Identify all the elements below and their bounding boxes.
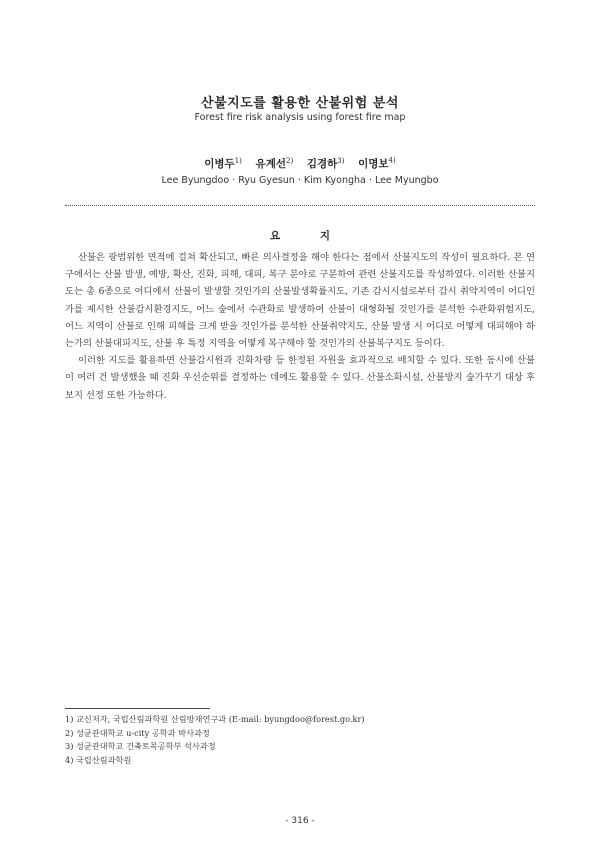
title-english: Forest fire risk analysis using forest fire map (194, 112, 406, 123)
footnotes (65, 713, 535, 767)
author-footnote-mark: 4) (388, 156, 396, 165)
footnote: 3) 성균관대학교 건축토목공학부 석사과정 (65, 741, 216, 752)
author-footnote-mark: 3) (337, 156, 345, 165)
footnote: 1) 교신저자, 국립산림과학원 산림방재연구과 (E-mail: byungdoo@forest.go.kr) (65, 714, 365, 724)
footnote: 4) 국립산림과학원 (65, 754, 132, 765)
author-name: 이병두 (204, 158, 235, 170)
abstract-paragraph: 이러한 지도를 활용하면 산불감시원과 진화차량 등 한정된 자원을 효과적으로 배치할 수 있다. 또한 동시에 산불이 여러 건 발생했을 때 진화 우선순위를 결정하는 데에도 활용할 수 있다. 산불소화시설, 산불방지 숲가꾸기 대상 후보지 선정 또한 가능하다. (65, 355, 535, 401)
author-footnote-mark: 1) (234, 156, 242, 165)
abstract-heading: 요 지 (270, 230, 348, 242)
footnote: 2) 성균관대학교 u-city 공학과 박사과정 (65, 727, 210, 738)
author-name: 김경하 (306, 158, 338, 170)
author-footnote-mark: 2) (285, 156, 294, 165)
authors-english: Lee Byungdoo · Ryu Gyesun · Kim Kyongha · Lee Myungbo (161, 175, 439, 186)
abstract-paragraph: 산불은 광범위한 면적에 걸쳐 확산되고, 빠른 의사결정을 해야 한다는 점에서 산불지도의 작성이 필요하다. 본 연구에서는 산불 발생, 예방, 확산, 진화, 피해, 대피, 복구 분야로 구분하여 관련 산불지도를 작성하였다. 이러한 산불지도는 총 6종으로 어디에서 산불이 발생할 것인가의 산불발생확률지도, 기존 감시시설로부터 감시 취약지역이 어디인가를 제시한 산불감시환경지도, 어느 숲에서 수관화로 발생하여 산불이 대형화될 것인가를 분석한 수관화위험지도, 어느 지역이 산불로 인해 피해를 크게 받을 것인가를 분석한 산불취약지도, 산불 발생 시 어디로 어떻게 대피해야 하는가의 산불대피지도, 산불 후 특정 지역을 어떻게 복구해야 할 것인가의 산불복구지도 등이다. (65, 252, 536, 350)
footnote-rule (65, 708, 210, 709)
authors-korean (0, 156, 600, 171)
page-number: - 316 - (285, 816, 315, 826)
abstract-body (65, 249, 535, 404)
author-name: 이명보 (358, 158, 389, 170)
author-name: 유계선 (255, 158, 286, 170)
section-divider (65, 205, 535, 206)
title-korean: 산불지도를 활용한 산불위험 분석 (201, 96, 399, 111)
